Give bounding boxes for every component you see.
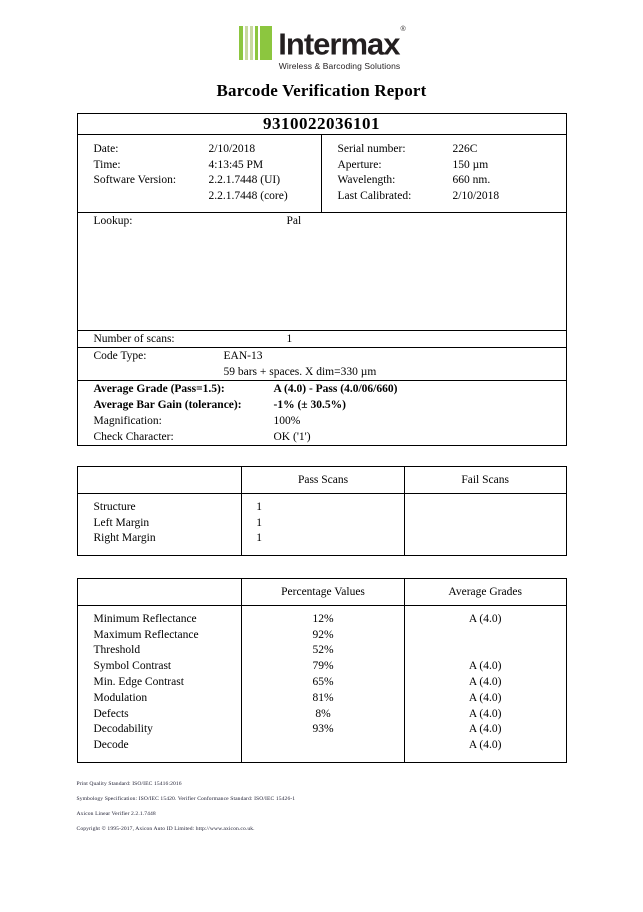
logo-wordmark	[278, 26, 403, 60]
pct-row-name: Decode	[93, 739, 129, 752]
pct-row-grade: A (4.0)	[468, 676, 502, 689]
pct-row-percentage: 52%	[312, 644, 334, 657]
info-label: Aperture:	[337, 158, 382, 171]
grade-value: OK ('1')	[273, 431, 311, 444]
logo-stripe	[255, 26, 258, 60]
scan-row-fail	[405, 531, 566, 547]
info-line	[94, 189, 321, 205]
grade-value: A (4.0) - Pass (4.0/06/660)	[273, 383, 398, 396]
info-label: Time:	[93, 158, 121, 171]
code-type-detail-spacer	[94, 364, 224, 380]
pct-header-blank	[77, 578, 242, 605]
pct-row-percentage: 81%	[312, 691, 334, 704]
scan-row-pass: 1	[256, 501, 262, 514]
pct-grades-cell	[404, 605, 566, 762]
logo-stripe	[260, 26, 272, 60]
pct-row-grade: A (4.0)	[468, 739, 502, 752]
info-label: Date:	[93, 143, 119, 156]
scan-row-fail	[405, 516, 566, 532]
pct-header-grades: Average Grades	[404, 578, 566, 605]
grade-line	[78, 397, 566, 413]
info-value: 226C	[452, 143, 478, 156]
pct-values-cell	[242, 605, 405, 762]
code-type-detail-line	[78, 364, 566, 380]
info-column-left	[78, 135, 322, 212]
info-value: 2/10/2018	[208, 143, 256, 156]
logo-word-text: Intermax	[278, 26, 400, 62]
logo-stripe	[250, 26, 253, 60]
grade-label: Check Character:	[93, 431, 174, 444]
footer-print-quality-standard: Print Quality Standard: ISO/IEC 15416:2016	[76, 781, 182, 787]
grade-summary-row	[77, 381, 566, 446]
scan-row-fail	[405, 500, 566, 516]
scans-count-row	[77, 331, 566, 348]
grade-summary-cell	[77, 381, 566, 446]
scans-count-cell	[77, 331, 566, 348]
pct-row-percentage: 8%	[315, 707, 331, 720]
scan-fail-cell	[404, 494, 566, 556]
pct-table-body-row	[77, 605, 566, 762]
grade-label: Magnification:	[93, 415, 162, 428]
info-line	[94, 142, 321, 158]
scan-row-pass: 1	[256, 516, 262, 529]
code-type-detail: 59 bars + spaces. X dim=330 µm	[223, 366, 377, 379]
grade-line	[78, 381, 566, 397]
pct-row-percentage	[242, 738, 404, 754]
info-row	[77, 135, 566, 213]
code-type-line	[78, 348, 566, 364]
info-label: Software Version:	[93, 174, 177, 187]
grade-line	[78, 413, 566, 429]
info-column-right	[322, 135, 566, 212]
pct-row-percentage: 12%	[312, 612, 334, 625]
logo-stripe	[245, 26, 248, 60]
lookup-row	[77, 213, 566, 331]
scans-count-label: Number of scans:	[93, 333, 175, 346]
info-cell	[77, 135, 566, 213]
info-value: 2.2.1.7448 (UI)	[208, 174, 281, 187]
logo-row	[239, 26, 403, 60]
scan-names-cell	[77, 494, 242, 556]
pct-row-percentage: 65%	[312, 676, 334, 689]
info-line	[94, 158, 321, 174]
scan-table-header-row	[77, 467, 566, 494]
scan-header-blank	[77, 467, 242, 494]
barcode-number: 9310022036101	[77, 114, 566, 135]
scan-header-fail: Fail Scans	[404, 467, 566, 494]
pct-row-name: Defects	[93, 707, 129, 720]
pct-row-percentage: 79%	[312, 660, 334, 673]
pct-row-grade: A (4.0)	[468, 612, 502, 625]
pct-row-percentage: 92%	[312, 628, 334, 641]
scan-row-name: Right Margin	[93, 532, 156, 545]
info-grid	[78, 135, 566, 212]
scan-row-name: Structure	[93, 501, 136, 514]
info-line	[338, 142, 566, 158]
pct-row-grade	[405, 628, 566, 644]
info-line	[94, 173, 321, 189]
scan-table-body-row	[77, 494, 566, 556]
scans-count-value: 1	[286, 333, 293, 346]
pct-header-percentage: Percentage Values	[242, 578, 405, 605]
pct-row-name: Maximum Reflectance	[93, 628, 199, 641]
pct-names-cell	[77, 605, 242, 762]
grade-label: Average Grade (Pass=1.5):	[93, 383, 225, 396]
logo-stripe	[239, 26, 243, 60]
percentage-results-table	[77, 578, 567, 763]
pct-row-name: Minimum Reflectance	[93, 612, 197, 625]
info-label: Serial number:	[337, 143, 406, 156]
pct-row-grade: A (4.0)	[468, 691, 502, 704]
info-line	[338, 158, 566, 174]
registered-mark: ®	[400, 26, 405, 33]
info-value: 4:13:45 PM	[208, 158, 264, 171]
info-value: 150 µm	[452, 158, 489, 171]
info-label: Wavelength:	[337, 174, 396, 187]
barcode-stripes-icon	[239, 26, 272, 60]
pct-row-grade: A (4.0)	[468, 660, 502, 673]
scan-row-name: Left Margin	[93, 516, 150, 529]
scan-row-pass: 1	[256, 532, 262, 545]
grade-line	[78, 429, 566, 445]
lookup-line	[78, 213, 566, 229]
pct-table-header-row	[77, 578, 566, 605]
footer	[77, 763, 567, 837]
footer-verifier-version: Axicon Linear Verifier 2.2.1.7448	[76, 811, 156, 817]
company-logo	[202, 0, 442, 71]
scans-count-line	[78, 331, 566, 347]
code-type-cell	[77, 348, 566, 381]
code-type-label: Code Type:	[93, 350, 147, 363]
pct-row-name: Min. Edge Contrast	[93, 676, 184, 689]
info-label: Last Calibrated:	[337, 189, 412, 202]
pct-row-grade: A (4.0)	[468, 707, 502, 720]
pct-row-grade	[405, 643, 566, 659]
code-type-row	[77, 348, 566, 381]
logo-tagline: Wireless & Barcoding Solutions	[278, 61, 401, 72]
pct-row-grade: A (4.0)	[468, 723, 502, 736]
lookup-value: Pal	[286, 215, 302, 228]
pct-row-name: Threshold	[93, 644, 141, 657]
scan-results-table	[77, 466, 567, 556]
scan-header-pass: Pass Scans	[242, 467, 405, 494]
lookup-cell	[77, 213, 566, 331]
info-value: 660 nm.	[452, 174, 491, 187]
info-line	[338, 173, 566, 189]
pct-row-name: Decodability	[93, 723, 153, 736]
info-value: 2.2.1.7448 (core)	[208, 189, 288, 202]
code-type-value: EAN-13	[223, 350, 263, 363]
main-info-table	[77, 113, 567, 446]
pct-row-name: Modulation	[93, 691, 148, 704]
page-title: Barcode Verification Report	[216, 81, 427, 101]
barcode-number-row	[77, 114, 566, 135]
footer-symbology-specification: Symbology Specification: ISO/IEC 15420. Verifier Conformance Standard: ISO/IEC 15426-1	[76, 796, 296, 802]
lookup-label: Lookup:	[93, 215, 133, 228]
info-value: 2/10/2018	[452, 189, 500, 202]
pct-row-percentage: 93%	[312, 723, 334, 736]
info-label	[94, 189, 209, 205]
grade-value: 100%	[273, 415, 301, 428]
footer-copyright: Copyright © 1995-2017, Axicon Auto ID Limited: http://www.axicon.co.uk.	[76, 826, 255, 832]
scan-pass-cell	[242, 494, 405, 556]
pct-row-name: Symbol Contrast	[93, 660, 172, 673]
info-line	[338, 189, 566, 205]
grade-value: -1% (± 30.5%)	[273, 399, 346, 412]
grade-label: Average Bar Gain (tolerance):	[93, 399, 242, 412]
